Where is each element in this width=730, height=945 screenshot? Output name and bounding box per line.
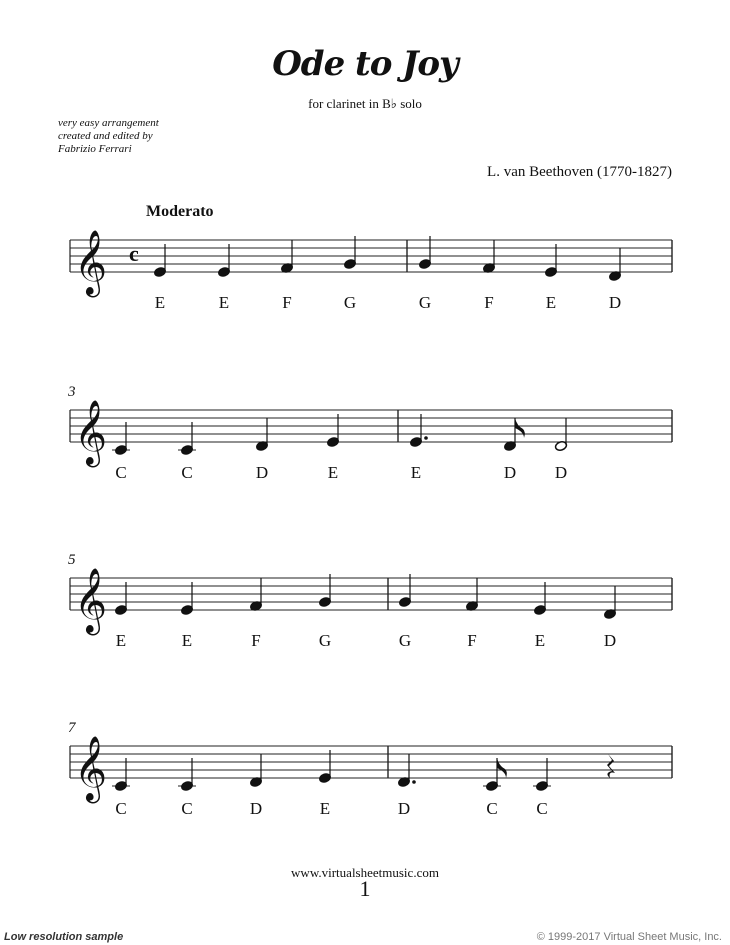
note-name-label: E bbox=[218, 293, 230, 312]
credit-line: very easy arrangement bbox=[58, 117, 159, 129]
note-name-label: E bbox=[545, 293, 557, 312]
note-name-label: E bbox=[115, 631, 127, 650]
note-name-label: C bbox=[486, 799, 498, 818]
note-name-label: D bbox=[603, 631, 617, 650]
note-name-label: C bbox=[536, 799, 548, 818]
note-name-label: E bbox=[181, 631, 193, 650]
note-name-label: F bbox=[484, 293, 494, 312]
note-name-label: E bbox=[327, 463, 339, 482]
note-name-label: D bbox=[608, 293, 622, 312]
note-name-label: D bbox=[397, 799, 411, 818]
note-name-label: G bbox=[398, 631, 412, 650]
eighth-flag bbox=[515, 418, 525, 438]
quarter-rest-icon bbox=[607, 754, 615, 778]
note-name-label: D bbox=[554, 463, 568, 482]
note-name-label: C bbox=[181, 463, 193, 482]
note-name-label: G bbox=[343, 293, 357, 312]
note-name-label: F bbox=[251, 631, 261, 650]
note-name-label: E bbox=[410, 463, 422, 482]
treble-clef-icon: 𝄞 bbox=[74, 738, 108, 800]
copyright: © 1999-2017 Virtual Sheet Music, Inc. bbox=[536, 931, 722, 943]
note-name-label: D bbox=[249, 799, 263, 818]
note-name-label: C bbox=[115, 463, 127, 482]
measure-number: 7 bbox=[68, 720, 76, 736]
note-name-label: C bbox=[181, 799, 193, 818]
note-name-label: G bbox=[318, 631, 332, 650]
footer-url[interactable]: www.virtualsheetmusic.com bbox=[291, 865, 439, 880]
treble-clef-icon: 𝄞 bbox=[74, 570, 108, 632]
augmentation-dot bbox=[424, 436, 428, 440]
time-signature: c bbox=[129, 241, 139, 266]
eighth-flag bbox=[497, 758, 507, 778]
subtitle: for clarinet in B♭ solo bbox=[308, 96, 422, 111]
treble-clef-icon: 𝄞 bbox=[74, 402, 108, 464]
note-name-label: F bbox=[282, 293, 292, 312]
composer: L. van Beethoven (1770-1827) bbox=[487, 164, 672, 180]
note-name-label: E bbox=[534, 631, 546, 650]
page-number: 1 bbox=[359, 876, 371, 901]
augmentation-dot bbox=[412, 780, 416, 784]
note-name-label: F bbox=[467, 631, 477, 650]
note-name-label: E bbox=[319, 799, 331, 818]
note-name-label: D bbox=[255, 463, 269, 482]
note-name-label: E bbox=[154, 293, 166, 312]
low-res-notice: Low resolution sample bbox=[4, 931, 124, 943]
measure-number: 5 bbox=[68, 552, 76, 568]
tempo-marking: Moderato bbox=[146, 203, 214, 220]
credit-line: created and edited by bbox=[58, 130, 153, 142]
page-title: Ode to Joy bbox=[272, 44, 458, 84]
note-name-label: G bbox=[418, 293, 432, 312]
credit-line: Fabrizio Ferrari bbox=[58, 143, 132, 155]
treble-clef-icon: 𝄞 bbox=[74, 232, 108, 294]
note-name-label: D bbox=[503, 463, 517, 482]
measure-number: 3 bbox=[68, 384, 76, 400]
note-name-label: C bbox=[115, 799, 127, 818]
